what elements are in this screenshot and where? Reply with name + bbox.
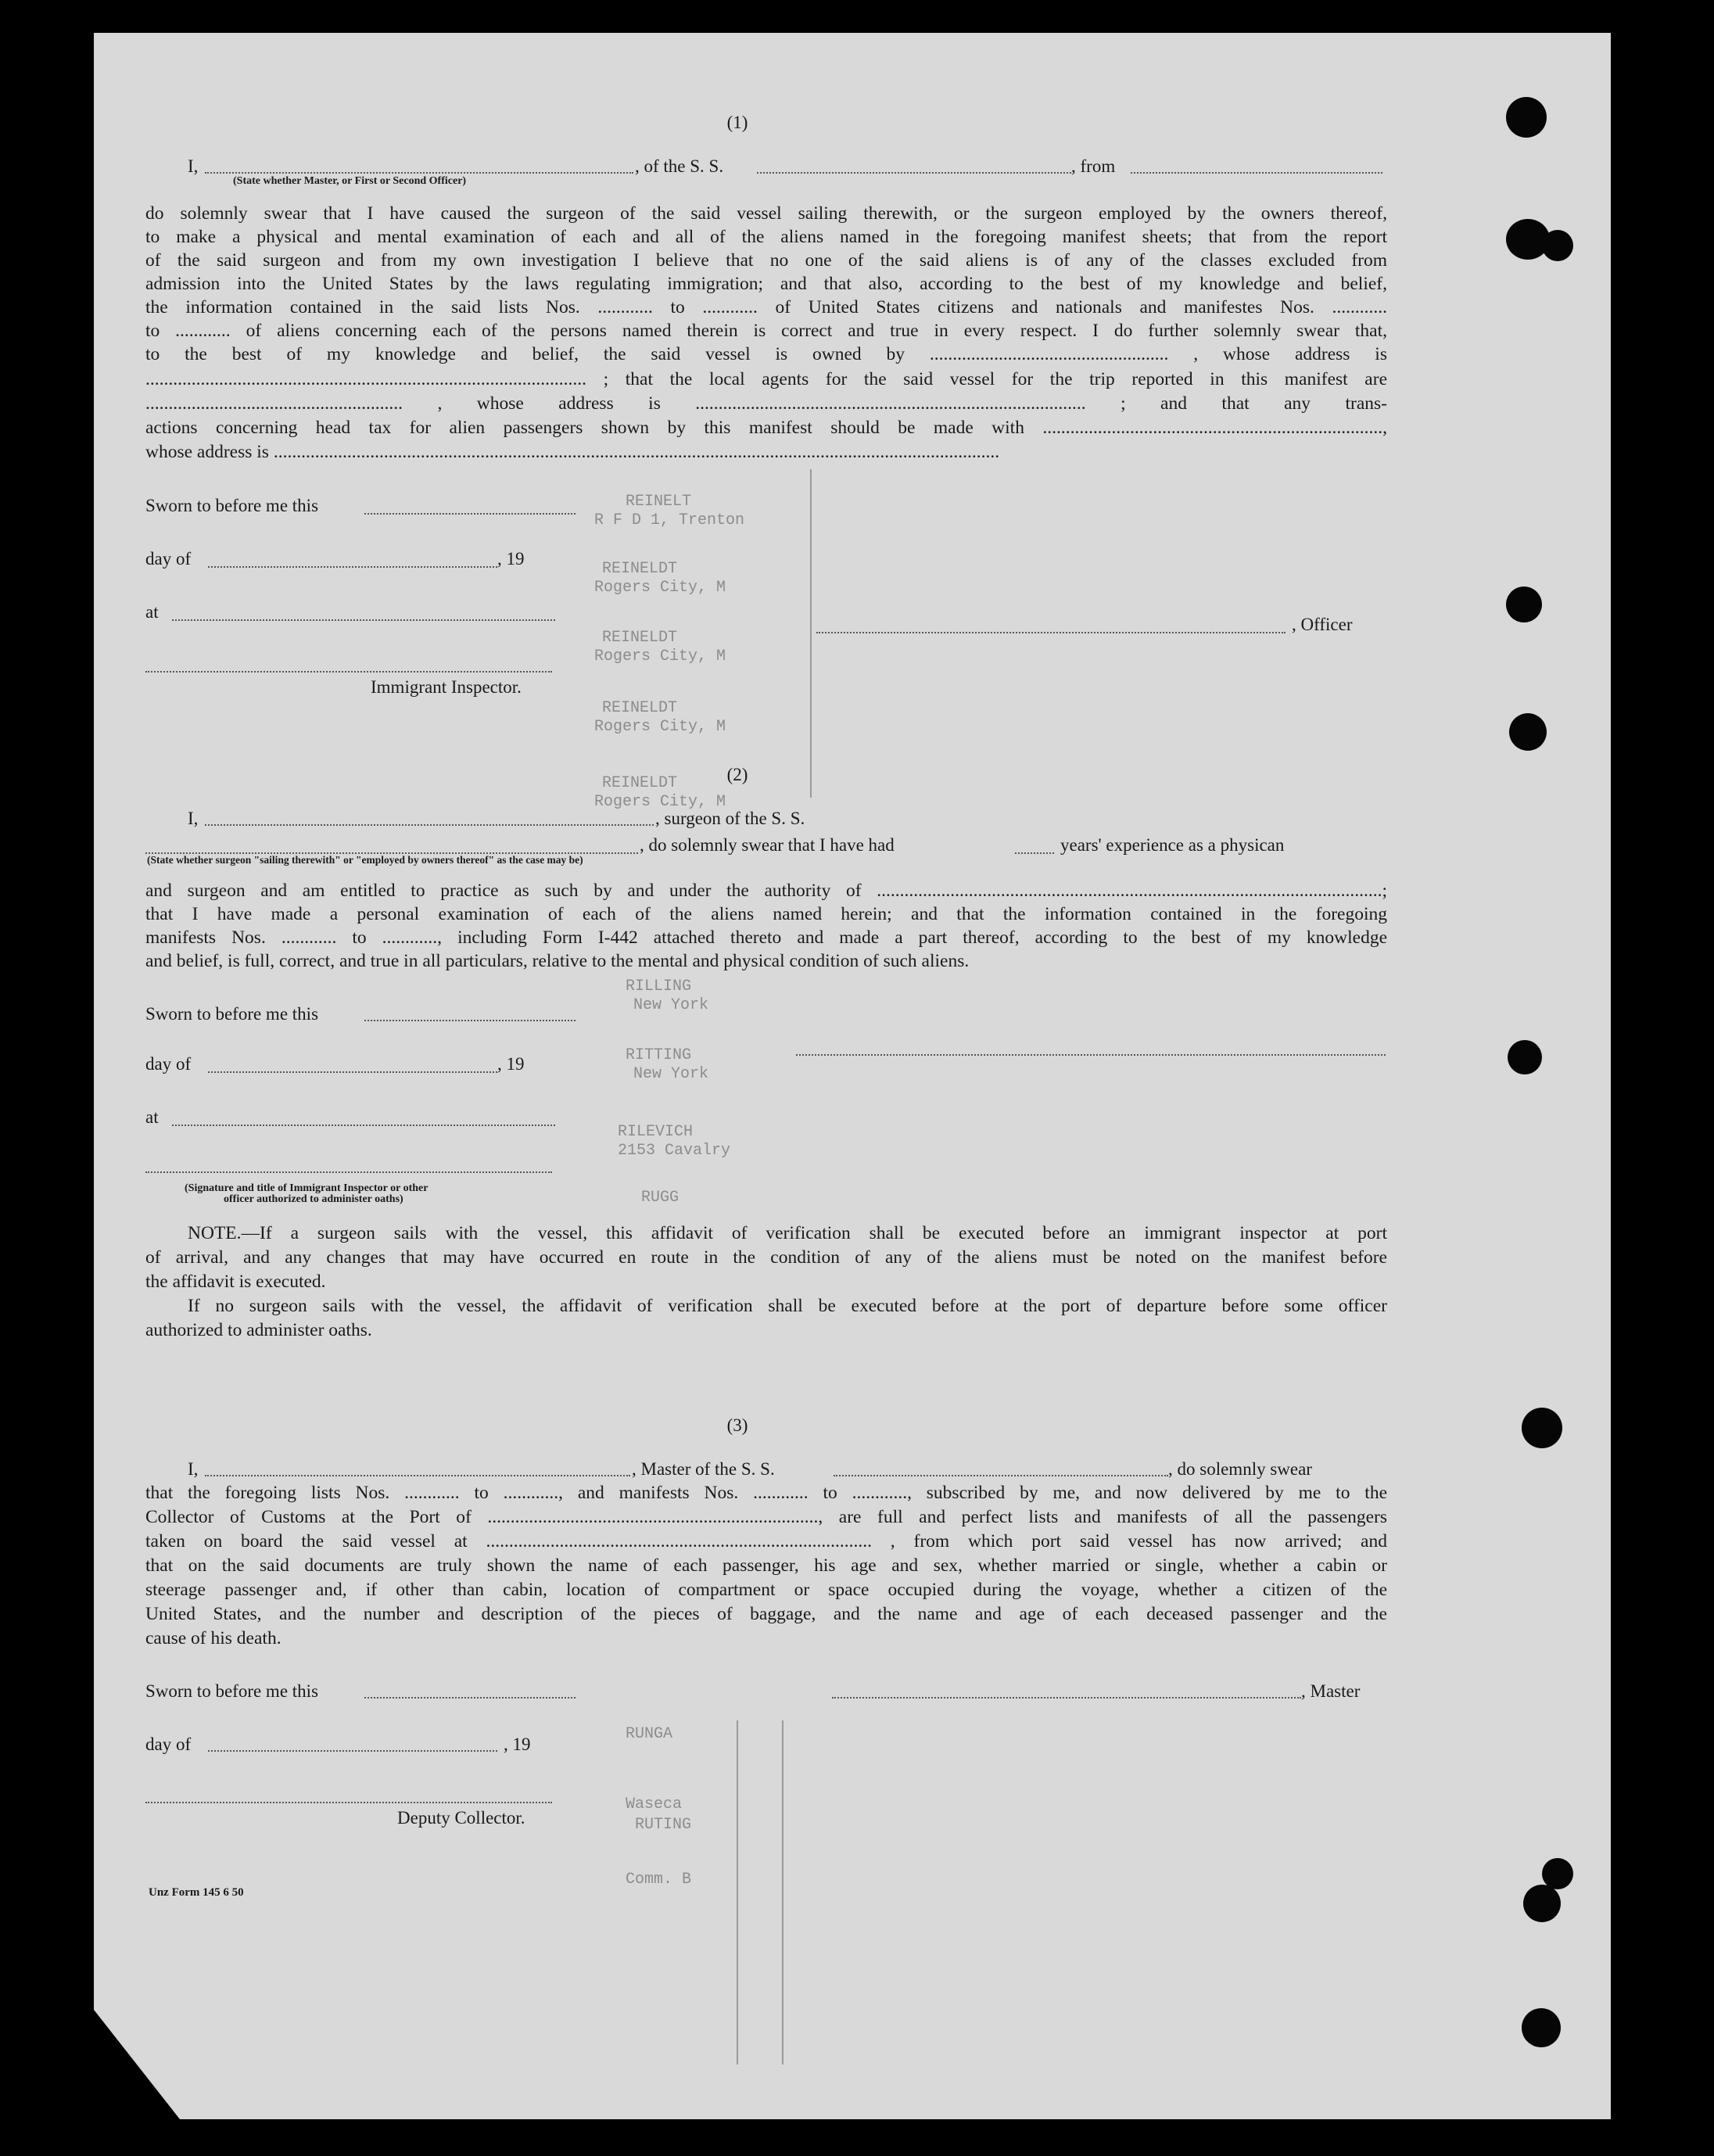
binder-hole xyxy=(1522,2008,1561,2047)
blank-at[interactable] xyxy=(172,618,555,621)
surgeon-oath: , do solemnly swear that I have had xyxy=(640,835,895,855)
oath-line: to the best of my knowledge and belief, the said vessel is owned by .................................................... , whose address is xyxy=(145,344,1387,364)
master-ss-label: , Master of the S. S. xyxy=(632,1459,775,1479)
note-line: authorized to administer oaths. xyxy=(145,1320,372,1340)
bleed-text: REINELDT xyxy=(602,560,678,578)
year-label: , 19 xyxy=(497,1054,525,1074)
note-line: of arrival, and any changes that may have occurred en route in the condition of any of the aliens must be noted on the manifest before xyxy=(145,1247,1387,1268)
binder-hole xyxy=(1506,97,1547,138)
day-of-label: day of xyxy=(145,549,192,569)
oath-line: admission into the United States by the laws regulating immigration; and that also, according to the best of my knowledge and belief, xyxy=(145,274,1387,294)
oath-line: Collector of Customs at the Port of ........................................................................, are full and perfect lists and manifests of all the passengers xyxy=(145,1507,1387,1527)
oath-line: ........................................................ , whose address is ..................................................................................... ; and that any trans- xyxy=(145,393,1387,414)
blank-sworn[interactable] xyxy=(364,1018,576,1021)
bleed-text: RILLING xyxy=(626,978,692,995)
oath-line: to ............ of aliens concerning each of the persons named therein is correct and true in every respect. I do further solemnly swear that, xyxy=(145,321,1387,341)
bleed-line xyxy=(782,1720,783,2065)
binder-hole xyxy=(1508,1040,1542,1074)
oath-start: I, xyxy=(188,156,199,176)
blank-sworn[interactable] xyxy=(364,1695,576,1699)
oath-line: and belief, is full, correct, and true in all particulars, relative to the mental and physical condition of such aliens. xyxy=(145,951,970,971)
bleed-text: RUNGA xyxy=(626,1725,673,1743)
sworn-label: Sworn to before me this xyxy=(145,1681,319,1701)
bleed-line xyxy=(810,469,812,798)
field-note: (State whether surgeon "sailing therewith" or "employed by owners thereof" as the case may be) xyxy=(147,854,583,866)
blank-officer-signature[interactable] xyxy=(816,630,1286,633)
bleed-text: Comm. B xyxy=(626,1871,692,1889)
oath-line: cause of his death. xyxy=(145,1628,281,1648)
binder-hole xyxy=(1523,1885,1561,1922)
bleed-text: Rogers City, M xyxy=(594,793,726,811)
bleed-text: RITTING xyxy=(626,1046,692,1064)
oath-line: to make a physical and mental examination of each and all of the aliens named in the foregoing manifest sheets; that from the report xyxy=(145,227,1387,247)
at-label: at xyxy=(145,1107,159,1127)
year-label: , 19 xyxy=(497,549,525,569)
of-ss-label: , of the S. S. xyxy=(635,156,724,176)
swear-label: , do solemnly swear xyxy=(1168,1459,1312,1479)
signature-note: (Signature and title of Immigrant Inspector or other xyxy=(185,1182,428,1194)
officer-label: , Officer xyxy=(1292,615,1353,634)
bleed-text: RUGG xyxy=(641,1189,680,1207)
note-line: the affidavit is executed. xyxy=(145,1272,326,1292)
bleed-text: REINELDT xyxy=(602,629,678,647)
oath-line: that the foregoing lists Nos. ............ to ............, and manifests Nos. ............ to ............, subscribed by me, and now delivered by me to the xyxy=(145,1483,1387,1503)
binder-hole xyxy=(1542,230,1573,261)
year-label: , 19 xyxy=(504,1734,531,1754)
oath-start: I, xyxy=(188,1459,199,1479)
blank-vessel[interactable] xyxy=(757,170,1071,174)
blank-master-name[interactable] xyxy=(205,1473,630,1476)
blank-years[interactable] xyxy=(1015,851,1054,854)
oath-line: steerage passenger and, if other than cabin, location of compartment or space occupied during the voyage, whether a citizen of the xyxy=(145,1580,1387,1600)
bleed-line xyxy=(737,1720,738,2065)
blank-day[interactable] xyxy=(208,1749,497,1752)
oath-line: that I have made a personal examination of each of the aliens named herein; and that the information contained in the foregoing xyxy=(145,904,1387,924)
bleed-text: REINELDT xyxy=(602,774,678,792)
oath-line: ................................................................................................ ; that the local agents for the said vessel for the trip reported in this manifest are xyxy=(145,369,1387,389)
bleed-text: RILEVICH xyxy=(618,1123,694,1141)
blank-master-signature[interactable] xyxy=(832,1695,1301,1699)
blank-collector-signature[interactable] xyxy=(145,1800,552,1803)
surgeon-ss-label: , surgeon of the S. S. xyxy=(655,809,805,828)
binder-hole xyxy=(1509,713,1547,751)
note-line: If no surgeon sails with the vessel, the affidavit of verification shall be executed before at the port of departure before some officer xyxy=(188,1296,1387,1316)
bleed-text: Rogers City, M xyxy=(594,579,726,597)
blank-from-port[interactable] xyxy=(1131,170,1382,174)
bleed-text: New York xyxy=(633,996,709,1014)
deputy-collector-label: Deputy Collector. xyxy=(397,1808,525,1828)
blank-inspector-signature[interactable] xyxy=(145,669,552,673)
oath-start: I, xyxy=(188,809,199,828)
bleed-text: Rogers City, M xyxy=(594,648,726,665)
day-of-label: day of xyxy=(145,1734,192,1754)
oath-line: taken on board the said vessel at .................................................................................... , from which port said vessel has now arrived; and xyxy=(145,1531,1387,1552)
blank-officer-name[interactable] xyxy=(205,170,633,174)
blank-day[interactable] xyxy=(208,565,497,568)
torn-corner xyxy=(94,2010,180,2119)
bleed-text: REINELT xyxy=(626,493,692,511)
sworn-label: Sworn to before me this xyxy=(145,1004,319,1024)
oath-line: and surgeon and am entitled to practice as such by and under the authority of ..............................................................................................................; xyxy=(145,881,1387,901)
oath-line: United States, and the number and description of the pieces of baggage, and the name and age of each deceased passenger and the xyxy=(145,1604,1387,1624)
blank-vessel[interactable] xyxy=(834,1473,1168,1476)
oath-line: whose address is .............................................................................................................................................................. xyxy=(145,442,1000,462)
bleed-text: New York xyxy=(633,1065,709,1083)
oath-line: do solemnly swear that I have caused the surgeon of the said vessel sailing therewith, or the surgeon employed by the owners thereof, xyxy=(145,203,1387,224)
from-label: , from xyxy=(1071,156,1116,176)
bleed-text: R F D 1, Trenton xyxy=(594,511,745,529)
form-number: Unz Form 145 6 50 xyxy=(149,1886,244,1899)
blank-day[interactable] xyxy=(208,1070,497,1073)
oath-line: actions concerning head tax for alien passengers shown by this manifest should be made with .........................................................................., xyxy=(145,418,1387,438)
blank-at[interactable] xyxy=(172,1123,555,1126)
binder-hole xyxy=(1522,1408,1562,1448)
bleed-text: 2153 Cavalry xyxy=(618,1142,731,1160)
oath-line: of the said surgeon and from my own investigation I believe that no one of the said aliens is of any of the classes excluded from xyxy=(145,250,1387,271)
bleed-text: RUTING xyxy=(635,1816,692,1834)
signature-note: officer authorized to administer oaths) xyxy=(224,1193,403,1205)
bleed-text: Rogers City, M xyxy=(594,718,726,736)
blank-inspector-signature[interactable] xyxy=(145,1170,552,1173)
section-number: (1) xyxy=(726,113,748,132)
section-number: (3) xyxy=(726,1415,748,1435)
oath-line: that on the said documents are truly shown the name of each passenger, his age and sex, whether married or single, whether a cabin or xyxy=(145,1555,1387,1576)
day-of-label: day of xyxy=(145,1054,192,1074)
at-label: at xyxy=(145,602,159,622)
bleed-text: Waseca xyxy=(626,1795,683,1813)
binder-hole xyxy=(1506,587,1542,622)
sworn-label: Sworn to before me this xyxy=(145,496,319,515)
blank-sworn[interactable] xyxy=(364,511,576,515)
blank-surgeon-signature[interactable] xyxy=(796,1053,1386,1056)
years-label: years' experience as a physican xyxy=(1060,835,1285,855)
field-note: (State whether Master, or First or Second Officer) xyxy=(233,175,467,187)
oath-line: manifests Nos. ............ to ............, including Form I-442 attached thereto and made a part thereof, according to the best of my knowledge xyxy=(145,927,1387,948)
bleed-text: REINELDT xyxy=(602,699,678,717)
oath-line: the information contained in the said lists Nos. ............ to ............ of United States citizens and nationals and manifestes Nos. ............ xyxy=(145,297,1387,317)
master-label: , Master xyxy=(1301,1681,1361,1701)
inspector-label: Immigrant Inspector. xyxy=(371,677,522,697)
section-number: (2) xyxy=(726,765,748,784)
blank-surgeon-name[interactable] xyxy=(205,823,654,826)
note-line: NOTE.—If a surgeon sails with the vessel, this affidavit of verification shall be executed before an immigrant inspector at port xyxy=(188,1223,1387,1243)
